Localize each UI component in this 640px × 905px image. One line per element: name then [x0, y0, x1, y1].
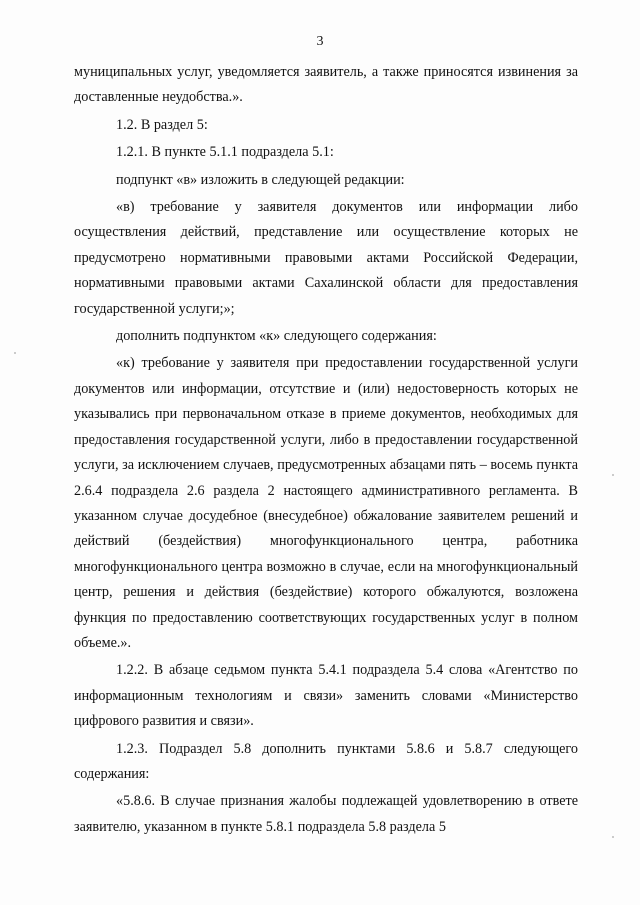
scan-speck: [612, 474, 614, 476]
paragraph-section-1-2: 1.2. В раздел 5:: [116, 116, 208, 133]
page-number: 3: [316, 34, 324, 49]
paragraph-continuation: муниципальных услуг, уведомляется заявитель, а также приносятся извинения за доставленные неудобства.».: [74, 64, 578, 106]
paragraph-section-1-2-1: 1.2.1. В пункте 5.1.1 подраздела 5.1:: [116, 144, 334, 161]
paragraph-section-1-2-3: 1.2.3. Подраздел 5.8 дополнить пунктами 5.8.6 и 5.8.7 следующего содержания:: [74, 740, 578, 782]
paragraph-subitem-v-intro: подпункт «в» изложить в следующей редакции:: [116, 171, 405, 188]
paragraph-section-5-8-6: «5.8.6. В случае признания жалобы подлежащей удовлетворению в ответе заявителю, указанном в пункте 5.8.1 подраздела 5.8 раздела 5: [74, 793, 578, 835]
paragraph-subitem-k-text: «к) требование у заявителя при предоставлении государственной услуги документов или информации, отсутствие и (или) недостоверность которых не указывались при первоначальном отказе в приеме документов, необходимых для предоставления государственной услуги, либо в предоставлении государственной услуги, за исключением случаев, предусмотренных абзацами пять – восемь пункта 2.6.4 подраздела 2.6 раздела 2 настоящего административного регламента. В указанном случае досудебное (внесудебное) обжалование заявителем решений и действий (бездействия) многофункционального центра, работника многофункционального центра возможно в случае, если на многофункциональный центр, решения и действия (бездействие) которого обжалуются, возложена функция по предоставлению соответствующих государственных услуг в полном объеме.».: [74, 355, 578, 651]
paragraph-subitem-k-intro: дополнить подпунктом «к» следующего содержания:: [116, 328, 437, 345]
paragraph-subitem-v-text: «в) требование у заявителя документов или информации либо осуществления действий, представление или осуществление которых не предусмотрено нормативными правовыми актами Российской Федерации, нормативными правовыми актами Сахалинской области для предоставления государственной услуги;»;: [74, 199, 578, 317]
paragraph-section-1-2-2: 1.2.2. В абзаце седьмом пункта 5.4.1 подраздела 5.4 слова «Агентство по информационным технологиям и связи» заменить словами «Министерство цифрового развития и связи».: [74, 662, 578, 730]
scan-speck: [612, 836, 614, 838]
document-body: [74, 60, 578, 842]
scan-speck: [14, 352, 16, 354]
